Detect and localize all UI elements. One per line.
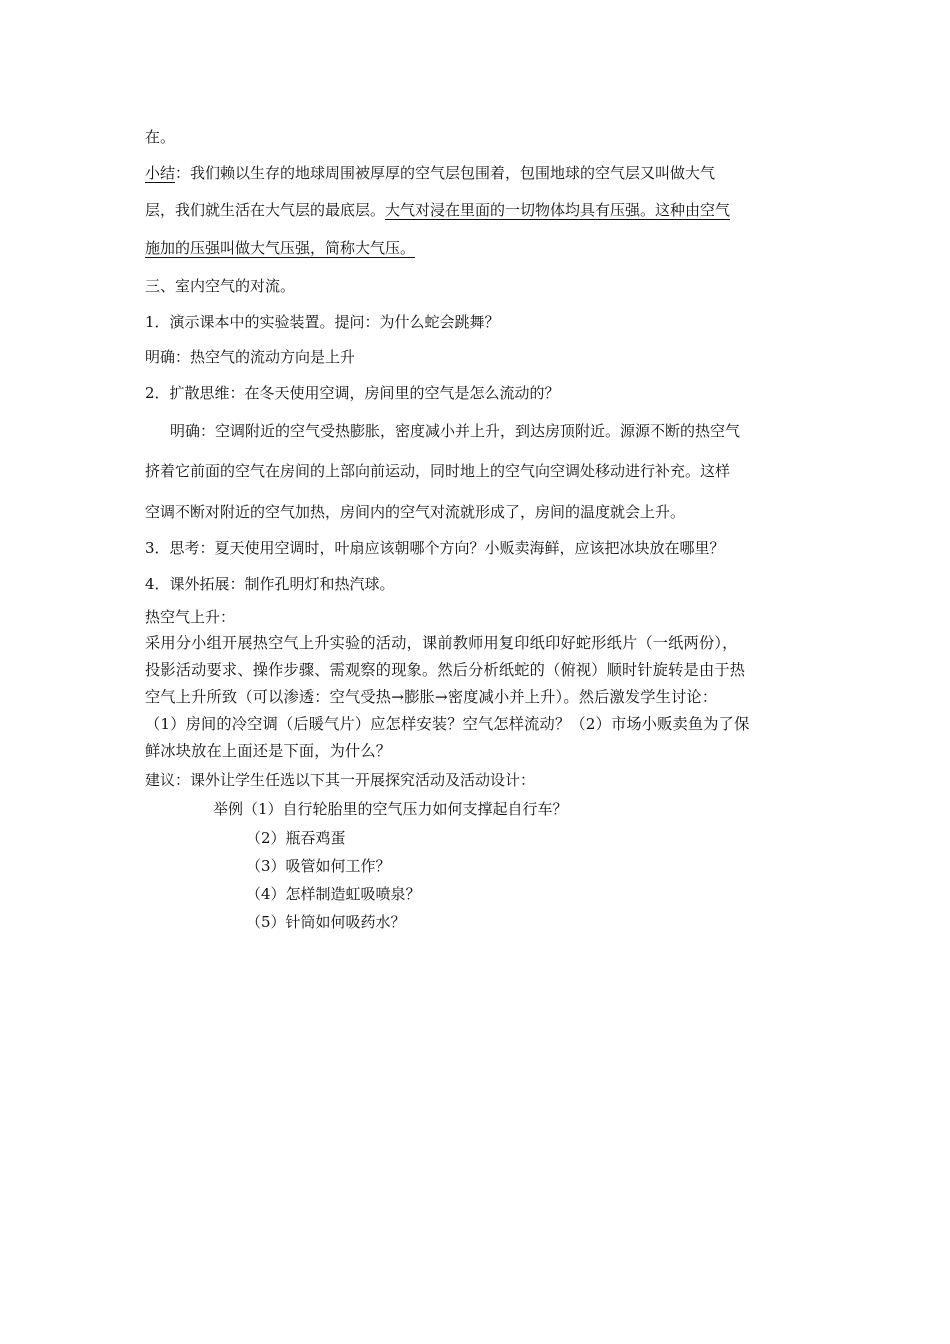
item-4-extension: 4．课外拓展：制作孔明灯和热汽球。 bbox=[145, 575, 395, 593]
summary-text-plain: 层，我们就生活在大气层的最底层。 bbox=[145, 201, 386, 219]
item-1-demo: 1．演示课本中的实验装置。提问：为什么蛇会跳舞？ bbox=[145, 313, 500, 331]
hot-air-paragraph-line-5: 鲜冰块放在上面还是下面，为什么？ bbox=[145, 742, 392, 760]
summary-text: ：我们赖以生存的地球周围被厚厚的空气层包围着，包围地球的空气层又叫做大气 bbox=[175, 164, 716, 182]
example-item-1: 举例（1）自行轮胎里的空气压力如何支撑起自行车？ bbox=[213, 800, 568, 818]
text-line-continuation: 在。 bbox=[145, 128, 176, 146]
section-heading-convection: 三、室内空气的对流。 bbox=[145, 277, 296, 295]
example-item-4: （4）怎样制造虹吸喷泉？ bbox=[246, 885, 421, 903]
hot-air-paragraph-line-4: （1）房间的冷空调（后暖气片）应怎样安装？空气怎样流动？（2）市场小贩卖鱼为了保 bbox=[145, 715, 750, 733]
hot-air-heading: 热空气上升： bbox=[145, 608, 236, 626]
item-3-think: 3．思考：夏天使用空调时，叶扇应该朝哪个方向？小贩卖海鲜，应该把冰块放在哪里？ bbox=[145, 539, 725, 557]
summary-paragraph-line-3 bbox=[145, 238, 415, 258]
example-item-3: （3）吸管如何工作？ bbox=[246, 857, 391, 875]
item-2-question: 2．扩散思维：在冬天使用空调，房间里的空气是怎么流动的？ bbox=[145, 384, 560, 402]
example-item-2: （2）瓶吞鸡蛋 bbox=[246, 829, 346, 847]
item-1-answer: 明确：热空气的流动方向是上升 bbox=[145, 348, 356, 366]
summary-heading: 小结 bbox=[145, 164, 176, 182]
item-2-answer-line-1: 明确：空调附近的空气受热膨胀，密度减小并上升，到达房顶附近。源源不断的热空气 bbox=[170, 422, 741, 440]
summary-text-underlined: 大气对浸在里面的一切物体均具有压强。这种由空气 bbox=[385, 201, 731, 219]
summary-text-underlined-end: 施加的压强叫做大气压强，简称大气压。 bbox=[145, 239, 416, 257]
item-2-answer-line-3: 空调不断对附近的空气加热，房间内的空气对流就形成了，房间的温度就会上升。 bbox=[145, 503, 686, 521]
summary-paragraph-line-1 bbox=[145, 163, 715, 183]
hot-air-paragraph-line-3: 空气上升所致（可以渗透：空气受热→膨胀→密度减小并上升）。然后激发学生讨论： bbox=[145, 688, 718, 706]
hot-air-paragraph-line-1: 采用分小组开展热空气上升实验的活动，课前教师用复印纸印好蛇形纸片（一纸两份）， bbox=[145, 634, 738, 652]
item-2-answer-line-2: 挤着它前面的空气在房间的上部向前运动，同时地上的空气向空调处移动进行补充。这样 bbox=[145, 462, 731, 480]
summary-paragraph-line-2 bbox=[145, 200, 730, 220]
suggestion-line: 建议：课外让学生任选以下其一开展探究活动及活动设计： bbox=[145, 771, 536, 789]
example-item-5: （5）针筒如何吸药水？ bbox=[246, 913, 406, 931]
hot-air-paragraph-line-2: 投影活动要求、操作步骤、需观察的现象。然后分析纸蛇的（俯视）顺时针旋转是由于热 bbox=[145, 661, 746, 679]
